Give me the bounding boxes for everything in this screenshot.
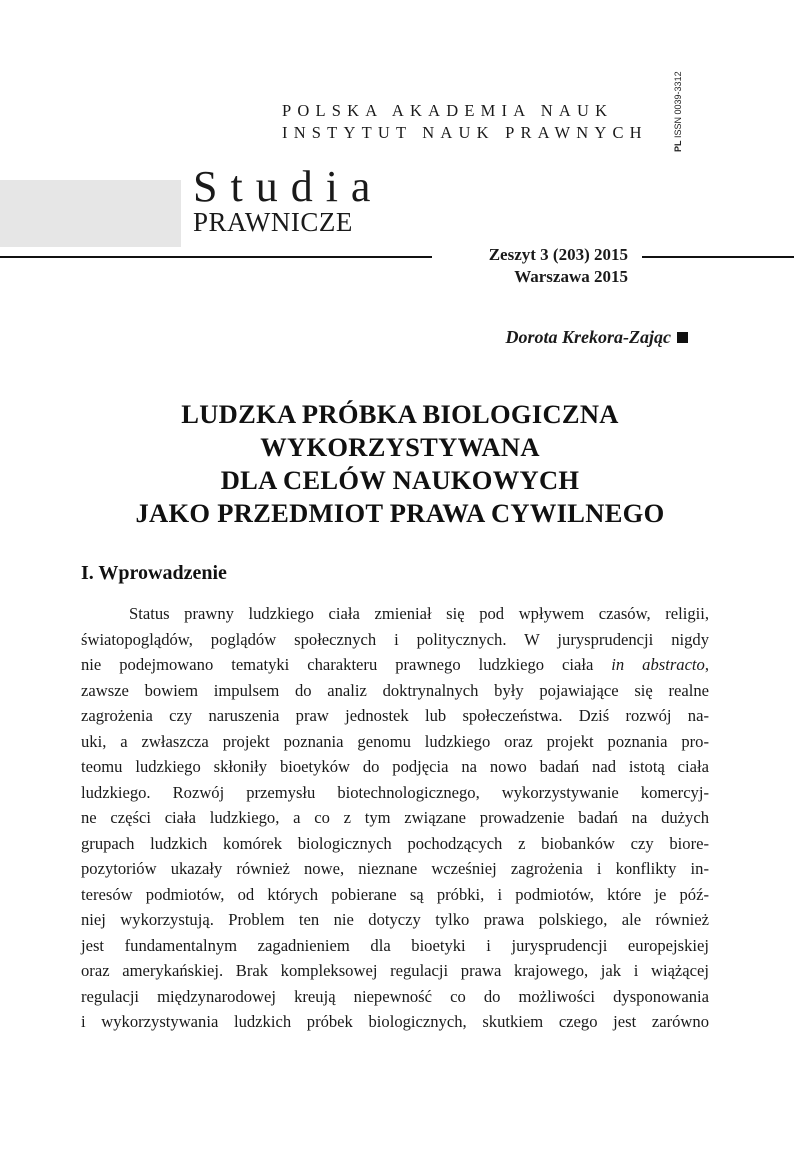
author-name: Dorota Krekora-Zając: [505, 327, 671, 347]
decorative-grey-block: [0, 180, 181, 247]
issn-number: ISSN 0039-3312: [673, 71, 683, 138]
paragraph-line: ludzkiego. Rozwój przemysłu biotechnologicznego, wykorzystywanie komercyj-: [81, 782, 709, 802]
article-title: [80, 398, 720, 530]
issn-prefix: PL: [673, 140, 683, 152]
italic-suffix: ,: [704, 655, 709, 674]
paragraph-line: i wykorzystywania ludzkich próbek biologicznych, skutkiem czego jest zarówno: [81, 1012, 709, 1031]
paragraph-line: teresów podmiotów, od których pobierane są próbki, i podmiotów, które je póź-: [81, 884, 709, 904]
paragraph-line: teomu ludzkiego skłoniły bioetyków do podjęcia na nowo badań nad istotą ciała: [81, 757, 709, 776]
section-heading: I. Wprowadzenie: [81, 562, 227, 584]
body-paragraph: [81, 601, 709, 1035]
title-line: DLA CELÓW NAUKOWYCH: [220, 465, 580, 495]
issue-info: [436, 244, 628, 288]
paragraph-line: zagrożenia czy naruszenia praw jednostek lub społeczeństwa. Dziś rozwój na-: [81, 706, 709, 725]
journal-title-studia: Studia: [193, 162, 384, 211]
author-square-icon: [677, 332, 688, 343]
paragraph-line: ne części ciała ludzkiego, a co z tym związane prowadzenie badań na dużych: [81, 808, 709, 827]
paragraph-line: uki, a zwłaszcza projekt poznania genomu ludzkiego oraz projekt poznania pro-: [81, 731, 709, 751]
title-line: JAKO PRZEDMIOT PRAWA CYWILNEGO: [135, 498, 665, 528]
paragraph-line: oraz amerykańskiej. Brak kompleksowej regulacji prawa krajowego, jak i wiążącej: [81, 961, 709, 980]
publisher-line-institute: INSTYTUT NAUK PRAWNYCH: [282, 123, 648, 142]
issn-label: [672, 42, 688, 152]
header-rule-right: [642, 256, 794, 258]
journal-title-prawnicze: PRAWNICZE: [193, 207, 353, 237]
italic-phrase: in abstracto: [611, 655, 705, 674]
paragraph-line: niej wykorzystują. Problem ten nie dotyczy tylko prawa polskiego, ale również: [81, 910, 709, 929]
publisher-header: [282, 100, 682, 144]
paragraph-line: Status prawny ludzkiego ciała zmieniał się pod wpływem czasów, religii,: [129, 604, 709, 623]
paragraph-line: regulacji międzynarodowej kreują niepewność co do możliwości dysponowania: [81, 986, 709, 1006]
author-line: [506, 327, 689, 348]
paragraph-line: zawsze bowiem impulsem do analiz doktrynalnych były pojawiające się realne: [81, 680, 709, 700]
header-rule-left: [0, 256, 432, 258]
publisher-line-academy: POLSKA AKADEMIA NAUK: [282, 101, 614, 120]
title-line: LUDZKA PRÓBKA BIOLOGICZNA: [181, 399, 619, 429]
paragraph-line: pozytoriów ukazały również nowe, nieznane wcześniej zagrożenia i konflikty in-: [81, 859, 709, 878]
paragraph-line: jest fundamentalnym zagadnieniem dla bioetyki i jurysprudencji europejskiej: [81, 935, 709, 955]
issue-volume: Zeszyt 3 (203) 2015: [488, 245, 628, 264]
paragraph-line: światopoglądów, poglądów społecznych i politycznych. W jurysprudencji nigdy: [81, 629, 709, 649]
title-line: WYKORZYSTYWANA: [260, 432, 540, 462]
paragraph-line-text: nie podejmowano tematyki charakteru prawnego ludzkiego ciała: [81, 655, 612, 674]
issue-place-year: Warszawa 2015: [514, 267, 628, 286]
paragraph-line: [81, 652, 709, 678]
paragraph-line: grupach ludzkich komórek biologicznych pochodzących z biobanków czy biore-: [81, 833, 709, 853]
